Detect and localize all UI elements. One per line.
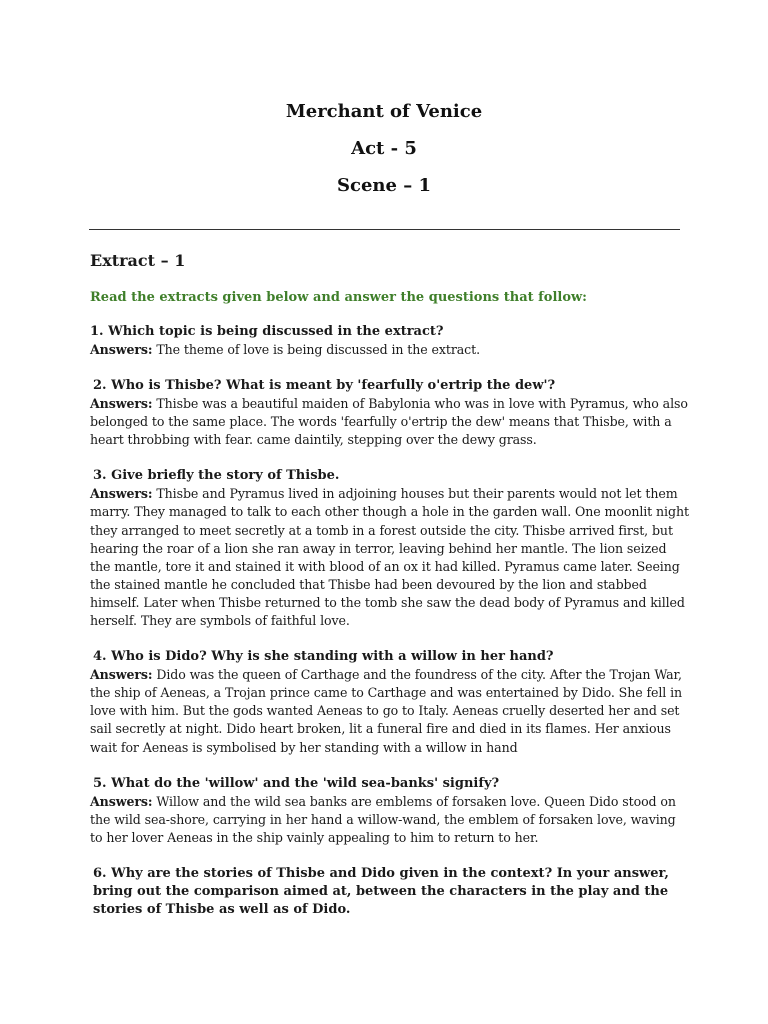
question-block-2: [90, 377, 690, 449]
question-text: 6. Why are the stories of Thisbe and Dido given in the context? In your answer, bring out the comparison aimed at, between the characters in the play and the stories of Thisbe as well as of Dido.: [93, 865, 669, 917]
answer-body: Dido was the queen of Carthage and the foundress of the city. After the Trojan War, the ship of Aeneas, a Trojan prince came to Carthage and was entertained by Dido. She fell in love with him. But the gods wanted Aeneas to go to Italy. Aeneas cruelly deserted her and set sail secretly at night. Dido heart broken, lit a funeral fire and died in its flames. Her anxious wait for Aeneas is symbolised by her standing with a willow in hand: [90, 667, 683, 755]
answer-label: Answers:: [90, 342, 153, 357]
answer-text: [90, 666, 690, 756]
answer-body: Thisbe and Pyramus lived in adjoining houses but their parents would not let them marry. They managed to talk to each other though a hole in the garden wall. One moonlit night they arranged to meet secretly at a tomb in a forest outside the city. Thisbe arrived first, but hearing the roar of a lion she ran away in terror, leaving behind her mantle. The lion seized the mantle, tore it and stained it with blood of an ox it had killed. Pyramus came later. Seeing the stained mantle he concluded that Thisbe had been devoured by the lion and stabbed himself. Later when Thisbe returned to the tomb she saw the dead body of Pyramus and killed herself. They are symbols of faithful love.: [90, 486, 689, 629]
answer-body: Willow and the wild sea banks are emblems of forsaken love. Queen Dido stood on the wild sea-shore, carrying in her hand a willow-wand, the emblem of forsaken love, waving to her lover Aeneas in the ship vainly appealing to him to return to her.: [90, 793, 676, 845]
answer-label: Answers:: [90, 667, 153, 683]
answer-label: Answers:: [90, 793, 153, 809]
answer-text: [90, 485, 690, 630]
title-block: [0, 93, 768, 204]
answer-label: Answers:: [90, 396, 153, 412]
document-body: [90, 250, 690, 937]
question-block-6: [90, 865, 690, 919]
answer-label: Answers:: [90, 486, 153, 502]
extract-heading: Extract – 1: [90, 251, 186, 270]
scene-heading: Scene – 1: [336, 175, 431, 196]
answer-text: [90, 395, 690, 449]
answer-body: Thisbe was a beautiful maiden of Babylonia who was in love with Pyramus, who also belonged to the same place. The words 'fearfully o'ertrip the dew' means that Thisbe, with a heart throbbing with fear. came daintily, stepping over the dewy grass.: [90, 396, 688, 448]
question-text: 2. Who is Thisbe? What is meant by 'fearfully o'ertrip the dew'?: [93, 378, 556, 394]
question-text: 3. Give briefly the story of Thisbe.: [93, 468, 340, 484]
answer-text: [90, 793, 690, 847]
question-text: 4. Who is Dido? Why is she standing with a willow in her hand?: [93, 649, 554, 665]
question-block-4: [90, 648, 690, 756]
question-block-3: [90, 467, 690, 630]
act-heading: Act - 5: [351, 138, 417, 159]
horizontal-divider: [89, 229, 680, 230]
answer-body: The theme of love is being discussed in the extract.: [156, 342, 480, 357]
instruction-text: Read the extracts given below and answer the questions that follow:: [90, 290, 587, 305]
question-text: 1. Which topic is being discussed in the extract?: [90, 324, 444, 339]
question-block-5: [90, 775, 690, 847]
document-title: Merchant of Venice: [285, 101, 483, 122]
answer-text: [90, 341, 690, 359]
question-text: 5. What do the 'willow' and the 'wild sea-banks' signify?: [93, 775, 500, 791]
question-block-1: [90, 323, 690, 359]
